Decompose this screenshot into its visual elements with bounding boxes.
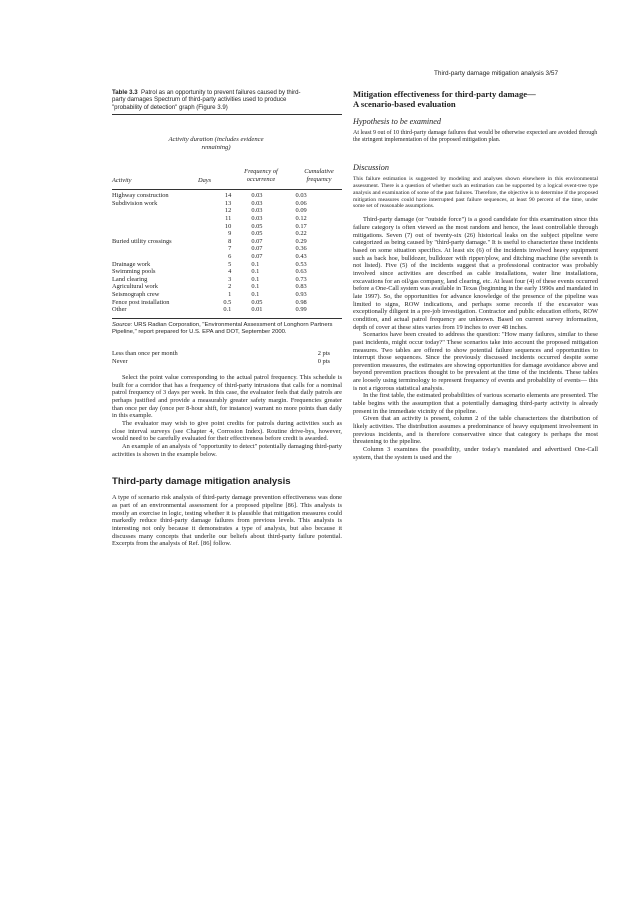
col-frequency: Frequency of occurrence [244,168,278,183]
table-row [112,291,342,299]
row-cumulative: 0.93 [295,290,307,298]
row-activity: Other [112,306,127,314]
row-activity: Highway construction [112,192,169,200]
row-activity [112,215,207,223]
table-row [112,215,342,223]
table-row [112,207,342,215]
row-cumulative: 0.98 [295,298,307,306]
row-cumulative: 0.22 [295,230,307,238]
row-frequency: 0.1 [251,275,260,283]
row-activity: Buried utility crossings [112,237,172,245]
table-row [112,261,342,269]
row-days: 14 [224,192,232,200]
row-days: 1 [228,290,232,298]
row-days: 8 [228,237,232,245]
duration-header: Activity duration (includes evidence remaining) [168,136,264,151]
row-days: 5 [228,260,232,268]
row-activity: Drainage work [112,260,151,268]
points-row [112,358,342,366]
row-activity [112,230,207,238]
table-row [112,268,342,276]
hypothesis-text: At least 9 out of 10 third-party damage failures that would be otherwise expected are avoided through the stringent implementation of the proposed mitigation plan. [353,130,598,144]
table-label: Table 3.3 [112,89,138,96]
row-days: 13 [224,199,232,207]
row-frequency: 0.03 [251,199,263,207]
body-paragraph: The evaluator may wish to give point credits for patrols during activities such as close interval surveys (see Chapter 4, Corrosion Index). Routine drive-bys, however, would need to be carefully evaluated for their effectiveness before credit is awarded. [112,420,342,443]
body-paragraph: In the first table, the estimated probabilities of various scenario elements are presented. The table begins with the assumption that a potentially damaging third-party activity is already present in the immediate vicinity of the pipeline. [353,392,598,415]
points-label: Less than once per month [112,350,178,358]
table-caption-text: Patrol as an opportunity to prevent failures caused by third-party damages Spectrum of third-party activities used to produce "probability of detection" graph (Figure 3.9) [112,89,301,111]
col-cumulative: Cumulative frequency [304,168,334,183]
article-title-line-1: Mitigation effectiveness for third-party damage— [353,89,536,99]
row-activity: Seismograph crew [112,290,160,298]
article-title [353,89,598,109]
row-cumulative: 0.06 [295,199,307,207]
section-heading: Third-party damage mitigation analysis [112,476,291,488]
row-days: 0.1 [223,306,232,314]
col-activity: Activity [112,177,132,185]
row-activity [112,223,207,231]
row-cumulative: 0.03 [295,192,307,200]
row-cumulative: 0.83 [295,283,307,291]
body-paragraph: Scenarios have been created to address the question: "How many failures, similar to these past incidents, might occur today?" These scenarios take into account the proposed mitigation measures. Two tables are offered to show potential failure sequences and opportunities to interrupt those sequences. Since the previously discussed incidents occurred despite some prevention measures, the estimates are showing opportunities for damage avoidance above and beyond prevention practices thought to be prevalent at the time of the incidents. These tables are loosely using terminology to represent frequency of events and probability of events— this is not a rigorous statistical analysis. [353,331,598,392]
row-frequency: 0.05 [251,230,263,238]
table-caption [112,89,312,111]
table-row [112,245,342,253]
table-row [112,230,342,238]
row-days: 7 [228,245,232,253]
table-row [112,253,342,261]
points-value: 2 pts [317,350,330,358]
left-column [112,89,342,548]
row-frequency: 0.03 [251,192,263,200]
row-days: 0.5 [223,298,232,306]
row-cumulative: 0.09 [295,207,307,215]
col-days: Days [198,177,212,185]
row-frequency: 0.07 [251,237,263,245]
row-cumulative: 0.43 [295,252,307,260]
row-frequency: 0.07 [251,252,263,260]
row-activity [112,253,207,261]
points-label: Never [112,358,128,366]
data-table [112,192,342,314]
page-header: Third-party damage mitigation analysis 3/57 [434,70,558,77]
table-row [112,283,342,291]
row-cumulative: 0.53 [295,260,307,268]
row-frequency: 0.03 [251,215,263,222]
row-frequency: 0.1 [251,268,260,276]
points-value: 0 pts [317,358,330,366]
points-row [112,350,342,358]
table-row [112,200,342,208]
row-frequency: 0.03 [251,207,263,215]
row-activity [112,207,207,215]
discussion-summary: This failure estimation is suggested by modeling and analyses shown elsewhere in this environmental assessment. There is a question of whether such an estimation can be supported by a logical event-tree type analysis and examination of some of the past failures. Therefore, the objective is to determine if the proposed mitigation measures could have interrupted past failure sequences, at least 90 percent of the time, under some set of reasonable assumptions. [353,175,598,210]
row-frequency: 0.1 [251,260,260,268]
table-bottom-rule [112,318,342,319]
right-column [353,89,598,461]
table-source [112,322,342,336]
row-days: 3 [228,275,232,283]
row-frequency: 0.05 [251,222,263,230]
table-row [112,299,342,307]
row-frequency: 0.07 [251,245,263,253]
source-text: URS Radian Corporation, "Environmental Assessment of Longhorn Partners Pipeline," report prepared for U.S. EPA and DOT, September 2000. [112,321,333,335]
body-paragraph: Given that an activity is present, column 2 of the table characterizes the distribution of likely activities. The distribution assumes a predominance of heavy equipment involvement in previous incidents, and is therefore conservative since that category is perhaps the most threatening to the pipeline. [353,415,598,446]
table-row [112,192,342,200]
row-activity: Fence post installation [112,298,170,306]
row-activity: Agricultural work [112,283,158,291]
row-days: 12 [224,207,232,215]
table-top-rule [112,114,342,115]
row-frequency: 0.05 [251,298,263,306]
row-cumulative: 0.99 [295,306,307,314]
row-cumulative: 0.63 [295,268,307,276]
row-cumulative: 0.12 [295,215,307,222]
row-days: 6 [228,252,232,260]
row-cumulative: 0.17 [295,222,307,230]
row-days: 10 [224,222,232,230]
hypothesis-heading: Hypothesis to be examined [353,117,441,126]
body-paragraph: Third-party damage (or "outside force") is a good candidate for this examination since this failure category is often viewed as the most random and hence, the least controllable through mitigations. Seven (7) out of twenty-six (26) historical leaks on the subject pipeline were categorized as being caused by "third-party damage." It is useful to characterize these incidents based on some situation specifics. At least six (6) of the incidents involved heavy equipment such as back hoe, bulldozer, bulldozer with ripper/plow, and ditching machine (the seventh is not listed). Five (5) of the incidents suggest that a professional contractor was probably involved since activities are described as cable installations, water line installations, excavations for an oil/gas company, land clearing, etc. At least four (4) of these events occurred before a One-Call system was available in Texas (beginning in the early 1990s and mandated in late 1997). So, the opportunities for advance knowledge of the presence of the pipeline was limited to signs, ROW indications, and perhaps some records if the excavator was exceptionally diligent in a pre-job investigation. Contractor and public education efforts, ROW condition, and actual patrol frequency are unknown. Based on current survey information, depth of cover at these sites varies from 19 inches to over 48 inches. [353,216,598,331]
body-paragraph: Select the point value corresponding to the actual patrol frequency. This schedule is built for a corridor that has a frequency of third-party intrusions that calls for a nominal patrol frequency of 3 days per week. In this case, the evaluator feels that daily patrols are perhaps justified and provide a measurably greater safety margin. Frequencies greater than once per day (once per 8-hour shift, for instance) warrant no more points than daily in this example. [112,374,342,420]
row-frequency: 0.01 [251,306,263,314]
row-days: 2 [228,283,232,291]
body-paragraph: An example of an analysis of "opportunity to detect" potentially damaging third-party activities is shown in the example below. [112,443,342,458]
table-header-rule [112,189,342,190]
table-row [112,238,342,246]
row-days: 4 [228,268,232,276]
row-cumulative: 0.29 [295,237,307,245]
section-paragraph: A type of scenario risk analysis of third-party damage prevention effectiveness was done as part of an environmental assessment for a proposed pipeline [86]. This analysis is mostly an exercise in logic, testing whether it is plausible that mitigation measures could markedly reduce third-party damage failures from previous levels. This analysis is interesting not only because it demonstrates a type of analysis, but also because it discusses many concepts that underlie our beliefs about third-party failure potential. Excerpts from the analysis of Ref. [86] follow. [112,494,342,548]
row-frequency: 0.1 [251,283,260,291]
row-activity [112,245,207,253]
row-activity: Subdivision work [112,199,158,207]
row-cumulative: 0.73 [295,275,307,283]
table-row [112,223,342,231]
row-activity: Swimming pools [112,268,156,276]
table-row [112,276,342,284]
row-activity: Land clearing [112,275,148,283]
row-frequency: 0.1 [251,290,260,298]
discussion-heading: Discussion [353,162,389,172]
row-days: 9 [228,230,232,238]
table-row [112,306,342,314]
table-header [112,155,342,189]
row-days: 11 [225,215,232,222]
article-title-line-2: A scenario-based evaluation [353,99,456,109]
source-label: Source: [112,321,133,328]
body-paragraph: Column 3 examines the possibility, under today's mandated and advertised One-Call system, that the system is used and the [353,446,598,461]
row-cumulative: 0.36 [295,245,307,253]
